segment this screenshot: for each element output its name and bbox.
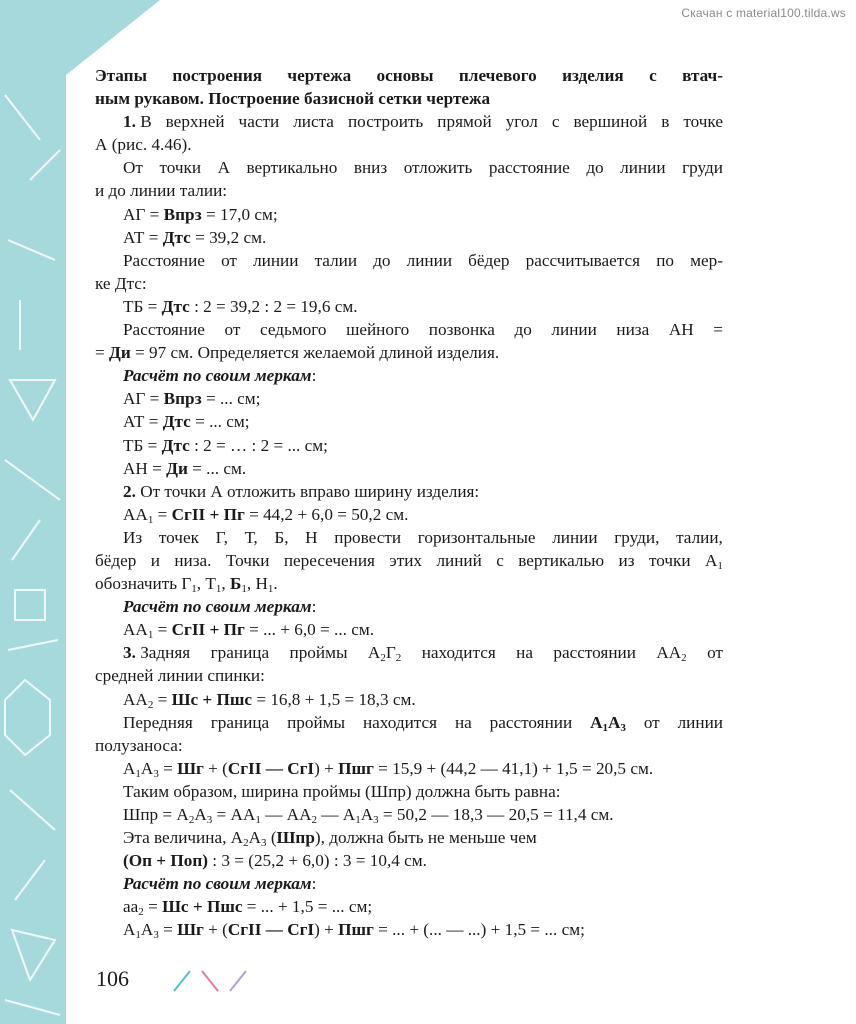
formula-line: АГ = Впрз = ... см; <box>123 389 261 409</box>
page-number: 106 <box>96 966 129 991</box>
paragraph-line: Передняя граница проймы находится на расстоянии $А_1А_3$ от линии <box>123 712 723 734</box>
calc-label: Расчёт по своим меркам: <box>123 366 317 386</box>
paragraph-line: Таким образом, ширина проймы (Шпр) должна быть равна: <box>123 781 561 801</box>
formula-line: $А_1А_3$ = Шг + (СгII — СгI) + Пшг = ... + (... — ...) + 1,5 = ... см; <box>123 920 585 942</box>
formula-line: ТБ = Дтс : 2 = 39,2 : 2 = 19,6 см. <box>123 296 358 316</box>
paragraph-line: ке Дтс: <box>95 273 147 293</box>
formula-line: $аа_2$ = Шс + Пшс = ... + 1,5 = ... см; <box>123 897 373 919</box>
formula-line: Шпр = $А_2А_3 = АА_1$ — $АА_2$ — $А_1А_3 = 50,2$ — 18,3 — 20,5 = 11,4 см. <box>123 805 614 826</box>
paragraph-line: Расстояние от линии талии до линии бёдер рассчитывается по мер- <box>123 250 723 270</box>
paragraph-line: 1. В верхней части листа построить прямой угол с вершиной в точке <box>123 112 723 132</box>
slash-decoration-icon <box>166 965 256 995</box>
paragraph-line: полузаноса: <box>95 735 183 755</box>
paragraph-line: бёдер и низа. Точки пересечения этих линий с вертикалью из точки $А_1$ <box>95 550 723 572</box>
formula-line: $АА_1$ = СгII + Пг = 44,2 + 6,0 = 50,2 см. <box>123 504 409 526</box>
paragraph-line: А (рис. 4.46). <box>95 135 192 155</box>
paragraph-line: От точки А вертикально вниз отложить расстояние до линии груди <box>123 158 723 178</box>
decorative-sidebar <box>0 0 66 1024</box>
paragraph-line: 2. От точки А отложить вправо ширину изделия: <box>123 481 480 501</box>
formula-line: АТ = Дтс = ... см; <box>123 412 250 432</box>
formula-line: $АА_2$ = Шс + Пшс = 16,8 + 1,5 = 18,3 см. <box>123 689 416 711</box>
section-title-line-1: Этапы построения чертежа основы плечевого изделия с втач- <box>95 66 723 85</box>
section-title-line-2: ным рукавом. Построение базисной сетки чертежа <box>95 89 491 109</box>
calc-label: Расчёт по своим меркам: <box>123 874 317 894</box>
formula-line: (Оп + Поп) : 3 = (25,2 + 6,0) : 3 = 10,4 см. <box>123 851 427 871</box>
paragraph-line: обозначить $Г_1$, $Т_1$, $Б_1$, $Н_1$. <box>95 574 278 596</box>
calc-label: Расчёт по своим меркам: <box>123 597 317 617</box>
paragraph-line: Расстояние от седьмого шейного позвонка до линии низа АН = <box>123 320 723 340</box>
paragraph-line: 3. Задняя граница проймы $А_2Г_2$ находится на расстоянии $АА_2$ от <box>123 643 723 665</box>
formula-line: $А_1А_3$ = Шг + (СгII — СгI) + Пшг = 15,9 + (44,2 — 41,1) + 1,5 = 20,5 см. <box>123 758 654 780</box>
geometric-pattern-icon <box>0 0 66 1024</box>
paragraph-line: Эта величина, $А_2А_3$ (Шпр), должна быть не меньше чем <box>123 828 537 850</box>
paragraph-line: Из точек Г, Т, Б, Н провести горизонтальные линии груди, талии, <box>123 527 723 547</box>
paragraph-line: = Ди = 97 см. Определяется желаемой длиной изделия. <box>95 343 500 363</box>
page-content <box>95 64 723 942</box>
formula-line: $АА_1$ = СгII + Пг = ... + 6,0 = ... см. <box>123 620 375 642</box>
paragraph-line: средней линии спинки: <box>95 666 265 686</box>
paragraph-line: и до линии талии: <box>95 181 228 201</box>
formula-line: ТБ = Дтс : 2 = … : 2 = ... см; <box>123 435 328 455</box>
formula-line: АГ = Впрз = 17,0 см; <box>123 204 278 224</box>
formula-line: АН = Ди = ... см. <box>123 458 247 478</box>
formula-line: АТ = Дтс = 39,2 см. <box>123 227 267 247</box>
watermark: Скачан с material100.tilda.ws <box>681 6 846 20</box>
